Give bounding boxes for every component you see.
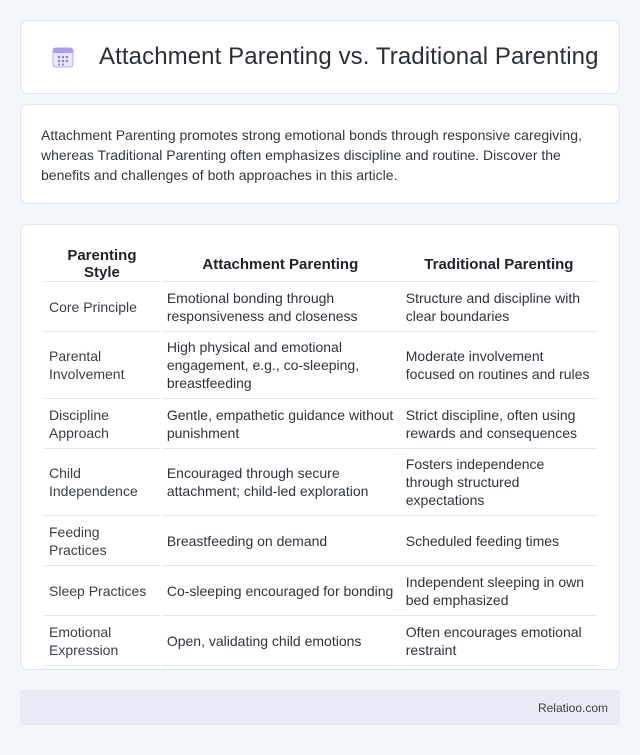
table-row: [44, 516, 597, 566]
header-card: [20, 20, 620, 94]
attachment-cell: Emotional bonding through responsiveness and closeness: [162, 282, 399, 332]
table-row: [44, 566, 597, 616]
traditional-cell: Scheduled feeding times: [401, 516, 597, 566]
table-row: [44, 282, 597, 332]
table-header-row: [44, 247, 597, 282]
comparison-table: [42, 247, 599, 666]
table-row: [44, 399, 597, 449]
table-row: [44, 616, 597, 666]
traditional-cell: Fosters independence through structured expectations: [401, 449, 597, 516]
traditional-cell: Strict discipline, often using rewards and consequences: [401, 399, 597, 449]
attachment-cell: Breastfeeding on demand: [162, 516, 399, 566]
attachment-cell: Gentle, empathetic guidance without punishment: [162, 399, 399, 449]
row-label: Feeding Practices: [44, 516, 160, 566]
table-row: [44, 449, 597, 516]
column-header: Traditional Parenting: [401, 247, 597, 282]
attachment-cell: High physical and emotional engagement, e.g., co-sleeping, breastfeeding: [162, 332, 399, 399]
attachment-cell: Encouraged through secure attachment; child-led exploration: [162, 449, 399, 516]
row-label: Emotional Expression: [44, 616, 160, 666]
traditional-cell: Structure and discipline with clear boundaries: [401, 282, 597, 332]
column-header: Attachment Parenting: [162, 247, 399, 282]
intro-text: Attachment Parenting promotes strong emotional bonds through responsive caregiving, whereas Traditional Parenting often emphasizes discipline and routine. Discover the benefits and challenges of both approaches in this article.: [41, 127, 582, 183]
row-label: Discipline Approach: [44, 399, 160, 449]
page-title: Attachment Parenting vs. Traditional Parenting: [99, 43, 599, 70]
traditional-cell: Often encourages emotional restraint: [401, 616, 597, 666]
attachment-cell: Co-sleeping encouraged for bonding: [162, 566, 399, 616]
attachment-cell: Open, validating child emotions: [162, 616, 399, 666]
row-label: Sleep Practices: [44, 566, 160, 616]
traditional-cell: Moderate involvement focused on routines and rules: [401, 332, 597, 399]
table-row: [44, 332, 597, 399]
comparison-card: [20, 224, 620, 670]
intro-card: [20, 104, 620, 204]
row-label: Parental Involvement: [44, 332, 160, 399]
row-label: Core Principle: [44, 282, 160, 332]
calendar-icon: [51, 45, 75, 69]
footer: [20, 690, 620, 725]
row-label: Child Independence: [44, 449, 160, 516]
column-header: Parenting Style: [44, 247, 160, 282]
footer-brand: Relatioo.com: [537, 700, 608, 715]
traditional-cell: Independent sleeping in own bed emphasized: [401, 566, 597, 616]
